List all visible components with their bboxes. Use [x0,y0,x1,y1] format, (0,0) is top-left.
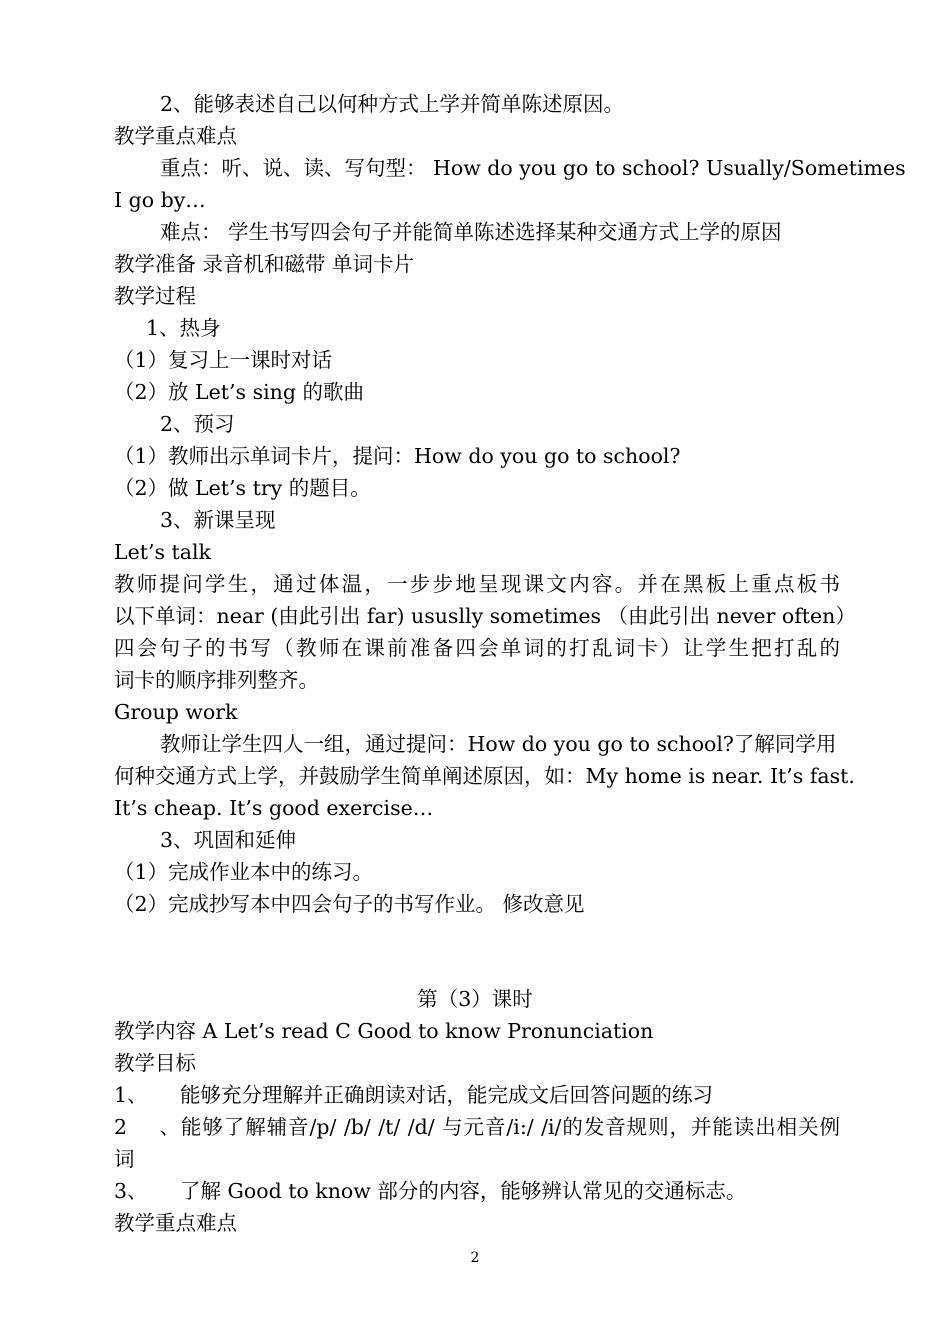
step-warmup: 1、热身 [146,316,221,340]
page-number: 2 [470,1250,480,1266]
section-group-work: Group work [114,700,238,724]
objective-item-cont: 词 [114,1147,135,1171]
paragraph-line: It’s cheap. It’s good exercise… [114,796,434,820]
paragraph-line: 教师提问学生，通过体温，一步步地呈现课文内容。并在黑板上重点板书 [114,572,840,596]
step-consolidate: 3、巩固和延伸 [160,828,297,852]
step-item: （1）教师出示单词卡片，提问：How do you go to school? [114,444,681,468]
step-item: （1）完成作业本中的练习。 [114,860,374,884]
step-item: （1）复习上一课时对话 [114,348,333,372]
step-item: （2）放 Let’s sing 的歌曲 [114,380,365,404]
heading-key-points: 教学重点难点 [114,124,237,148]
step-new-lesson: 3、新课呈现 [160,508,276,532]
list-number: 3、 [114,1179,148,1203]
section-lets-talk: Let’s talk [114,540,211,564]
objective-2: 2、能够表述自己以何种方式上学并简单陈述原因。 [160,92,625,116]
list-number: 1、 [114,1083,148,1107]
paragraph-line: 词卡的顺序排列整齐。 [114,668,319,692]
key-point-line-cont: I go by… [114,188,206,212]
list-number: 2、 [114,1115,180,1139]
objective-item: 2、能够了解辅音/p/ /b/ /t/ /d/ 与元音/i:/ /i/的发音规则，并能读出相关例 [114,1111,840,1143]
teaching-prep: 教学准备 录音机和磁带 单词卡片 [114,252,415,276]
step-item: （2）做 Let’s try 的题目。 [114,476,371,500]
heading-objectives: 教学目标 [114,1051,196,1075]
paragraph-line: 四会句子的书写（教师在课前准备四会单词的打乱词卡）让学生把打乱的 [114,636,840,660]
objective-item: 1、 能够充分理解并正确朗读对话，能完成文后回答问题的练习 [114,1079,840,1111]
paragraph-line: 教师让学生四人一组，通过提问：How do you go to school?了解同学用 [160,732,837,756]
paragraph-line: 何种交通方式上学，并鼓励学生简单阐述原因，如：My home is near. It’s fast. [114,764,855,788]
heading-key-points: 教学重点难点 [114,1211,237,1235]
lesson-title: 第（3）课时 [417,987,533,1011]
teaching-content: 教学内容 A Let’s read C Good to know Pronunciation [114,1019,654,1043]
objective-item: 3、 了解 Good to know 部分的内容，能够辨认常见的交通标志。 [114,1175,840,1207]
step-preview: 2、预习 [160,412,235,436]
key-point-line: 重点：听、说、读、写句型： How do you go to school? Usually/Sometimes [160,156,906,180]
difficulty-line: 难点： 学生书写四会句子并能简单陈述选择某种交通方式上学的原因 [160,220,782,244]
paragraph-line: 以下单词：near (由此引出 far) ususlly sometimes （由此引出 never often） [114,604,856,628]
heading-process: 教学过程 [114,284,196,308]
step-item: （2）完成抄写本中四会句子的书写作业。 修改意见 [114,892,585,916]
